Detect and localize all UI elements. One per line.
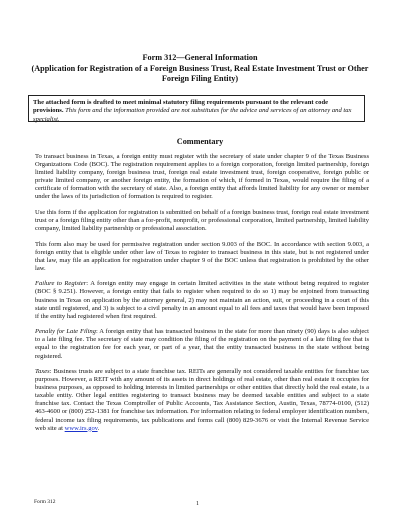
paragraph-failure-to-register [35,280,369,320]
disclaimer-bold-text: The attached form is drafted to meet minimal statutory filing requirements pursuant to the relevant code provisions. [33,99,329,115]
failure-to-register-label: Failure to Register [35,280,87,288]
section-title-commentary: Commentary [176,137,224,146]
form-subtitle-line1: (Application for Registration of a Foreign Business Trust, Real Estate Investment Trust or Other [31,63,369,73]
footer-form-label: Form 312 [34,499,56,505]
paragraph-late-filing [35,328,369,360]
paragraph-use-form: Use this form if the application for registration is submitted on behalf of a foreign business trust, foreign real estate investment trust or a foreign filing entity other than a for-profit, nonprofit, or professional corporation, limited partnership, limited liability company, limited liability partnership or professional association. [35,208,369,233]
disclaimer-box [28,95,365,122]
paragraph-permissive: This form also may be used for permissive registration under section 9.003 of the BOC. In accordance with section 9.003, a foreign entity that is eligible under other law of Texas to register to transact business in this state, but is not registered under that law, may file an application for registration under chapter 9 of the BOC unless that registration is prohibited by the other law. [35,240,369,272]
form-title: Form 312—General Information [142,53,258,62]
footer-page-number: 1 [196,501,199,507]
commentary-body [35,153,369,440]
taxes-text: : Business trusts are subject to a state franchise tax. REITs are generally not considered taxable entities for franchise tax purposes. However, a REIT with any amount of its assets in direct holdings of real estate, other than real estate it occupies for business purposes, as opposed to holding interests in limited partnerships or other entities that directly hold the real estate, is a taxable entity. Other legal entities registering to transact business may be deemed taxable entities and subject to a state franchise tax. Contact the Texas Comptroller of Public Accounts, Tax Assistance Section, Austin, Texas, 78774-0100, (512) 463-4600 or (800) 252-1381 for franchise tax information. For information relating to federal employer identification numbers, federal income tax filing requirements, tax publications and forms call (800) 829-3676 or visit the Internal Revenue Service web site at [35,368,369,432]
paragraph-registration: To transact business in Texas, a foreign entity must register with the secretary of state under chapter 9 of the Texas Business Organizations Code (BOC). The registration requirement applies to a foreign corporation, foreign limited partnership, foreign limited liability company, foreign business trust, foreign real estate investment trust, foreign cooperative, foreign public or private limited company, or another foreign entity, the formation of which, if formed in Texas, would require the filing of a certificate of formation with the secretary of state. Also, a foreign entity that affords limited liability for any owner or member under the laws of its jurisdiction of formation is required to register. [35,153,369,201]
paragraph-taxes [35,368,369,433]
taxes-label: Taxes [35,368,50,376]
failure-to-register-text: : A foreign entity may engage in certain limited activities in the state without being required to register (BOC § 9.251). However, a foreign entity that fails to register when required to do so 1) may be enjoined from transacting business in Texas on application by the attorney general, 2) may not maintain an action, suit, or proceeding in a court of this state until registered, and 3) is subject to a civil penalty in an amount equal to all fees and taxes that would have been imposed if the entity had registered when first required. [35,280,370,320]
taxes-end: . [97,424,100,432]
irs-website-link[interactable]: www.irs.gov [64,424,98,432]
form-subtitle-line2: Foreign Filing Entity) [161,74,239,83]
disclaimer-italic-text: This form and the information provided are not substitutes for the advice and services of an attorney and tax specialist. [33,107,352,123]
document-header [24,53,376,85]
late-filing-label: Penalty for Late Filing [35,328,96,336]
late-filing-text: : A foreign entity that has transacted business in the state for more than ninety (90) days is also subject to a late filing fee. The secretary of state may condition the filing of the registration on the payment of a late filing fee that is equal to the registration fee for each year, or part of a year, that the entity transacted business in the state without being registered. [35,328,369,360]
